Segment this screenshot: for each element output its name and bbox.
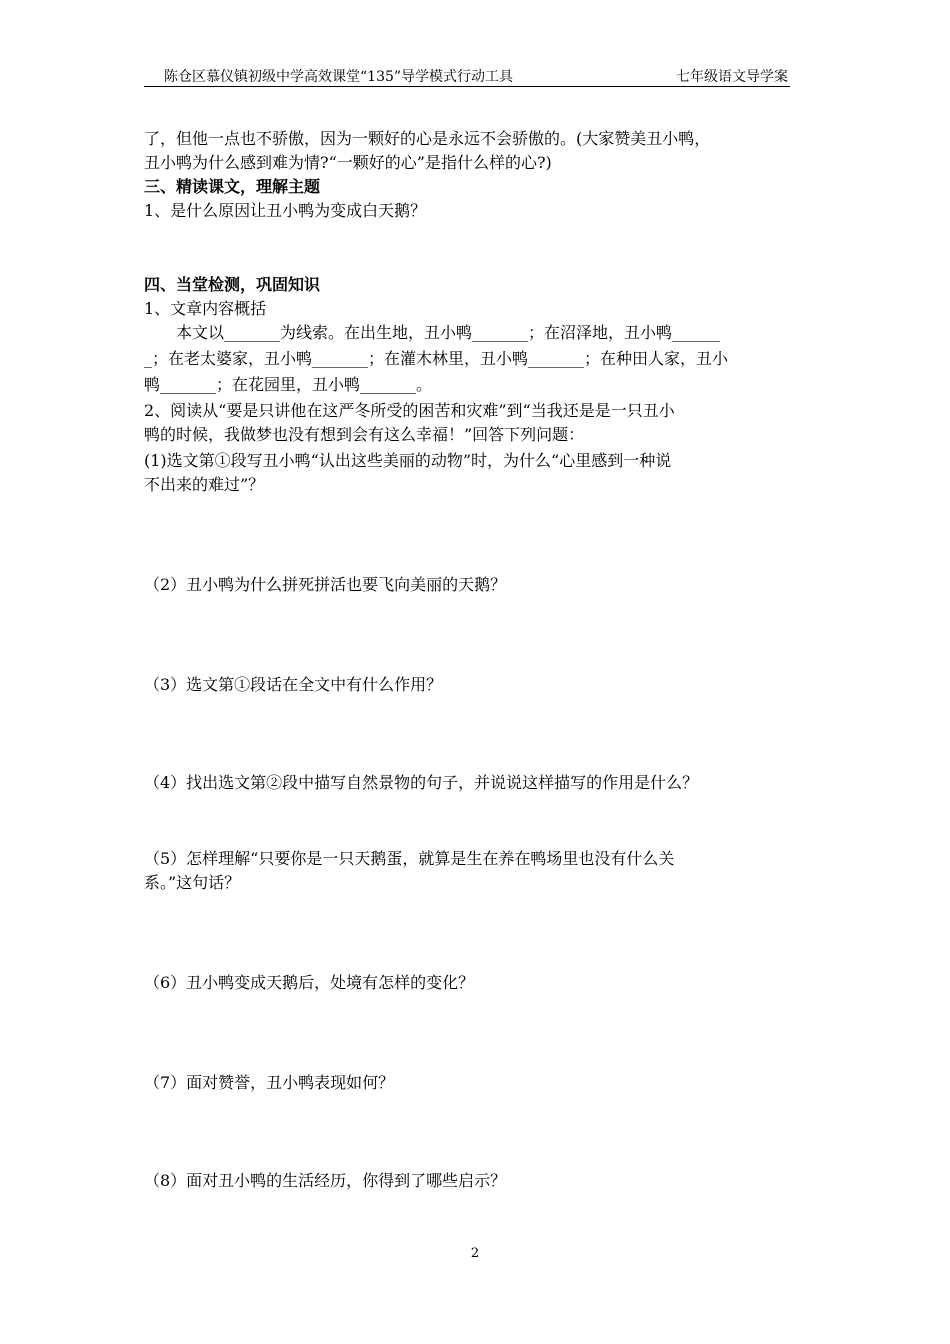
sub-question-2: （2）丑小鸭为什么拼死拼活也要飞向美丽的天鹅？ bbox=[144, 575, 507, 594]
fill-blank-line: 本文以_______为线索。在出生地，丑小鸭_______；在沼泽地，丑小鸭______ bbox=[144, 323, 721, 342]
question-4-2-cont: 鸭的时候，我做梦也没有想到会有这么幸福！”回答下列问题： bbox=[144, 425, 585, 444]
sub-question-7: （7）面对赞誉，丑小鸭表现如何？ bbox=[144, 1073, 395, 1092]
section-heading-3: 三、精读课文，理解主题 bbox=[144, 177, 321, 196]
question-4-1: 1、文章内容概括 bbox=[144, 299, 267, 318]
page-header bbox=[144, 64, 790, 87]
section-heading-4: 四、当堂检测，巩固知识 bbox=[144, 275, 321, 294]
fill-blank-line: 鸭_______；在花园里，丑小鸭_______。 bbox=[144, 375, 433, 394]
fill-blank-line: _；在老太婆家，丑小鸭_______；在灌木林里，丑小鸭_______；在种田人家，丑小 bbox=[144, 349, 729, 368]
question-4-2: 2、阅读从“要是只讲他在这严冬所受的困苦和灾难”到“当我还是是一只丑小 bbox=[144, 401, 675, 420]
sub-question-8: （8）面对丑小鸭的生活经历，你得到了哪些启示？ bbox=[144, 1171, 507, 1190]
sub-question-4: （4）找出选文第②段中描写自然景物的句子，并说说这样描写的作用是什么？ bbox=[144, 773, 699, 792]
question-3-1: 1、是什么原因让丑小鸭为变成白天鹅？ bbox=[144, 201, 427, 220]
header-school-title: 陈仓区慕仪镇初级中学高效课堂“135”导学模式行动工具 bbox=[164, 69, 514, 85]
paragraph-line: 了，但他一点也不骄傲，因为一颗好的心是永远不会骄傲的。(大家赞美丑小鸭， bbox=[144, 129, 711, 148]
sub-question-6: （6）丑小鸭变成天鹅后，处境有怎样的变化？ bbox=[144, 973, 475, 992]
paragraph-line: 丑小鸭为什么感到难为情?“一颗好的心”是指什么样的心?) bbox=[144, 153, 552, 172]
sub-question-3: （3）选文第①段话在全文中有什么作用？ bbox=[144, 675, 443, 694]
sub-question-5: （5）怎样理解“只要你是一只天鹅蛋，就算是生在养在鸭场里也没有什么关 bbox=[144, 849, 675, 868]
sub-question-1-cont: 不出来的难过”？ bbox=[144, 475, 265, 494]
page-number: 2 bbox=[470, 1246, 480, 1261]
sub-question-1: (1)选文第①段写丑小鸭“认出这些美丽的动物”时，为什么“心里感到一种说 bbox=[144, 451, 672, 470]
header-course-title: 七年级语文导学案 bbox=[676, 69, 788, 85]
sub-question-5-cont: 系。”这句话？ bbox=[144, 873, 241, 892]
